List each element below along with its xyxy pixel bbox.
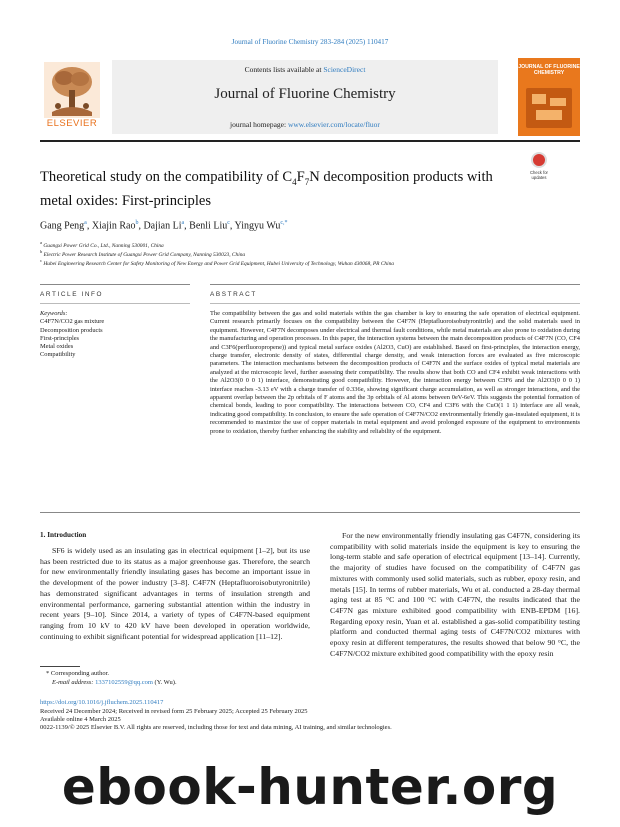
cover-title: JOURNAL OF FLUORINE CHEMISTRY: [518, 64, 580, 76]
abstract-rule: [210, 284, 580, 285]
doi-link[interactable]: https://doi.org/10.1016/j.jfluchem.2025.110417: [40, 699, 164, 706]
email-link[interactable]: 1337102559@qq.com: [95, 679, 153, 686]
affiliation: [40, 240, 580, 249]
footnote-rule: [40, 666, 80, 667]
author-name[interactable]: Yingyu Wu: [234, 220, 281, 232]
abstract-heading: ABSTRACT: [210, 291, 257, 298]
keyword-item: C4F7N/CO2 gas mixture: [40, 318, 105, 326]
contents-line: [112, 65, 498, 74]
author-marks[interactable]: a: [181, 220, 185, 226]
body-left-column: [40, 546, 310, 642]
abstract-text: The compatibility between the gas and solid materials within the gas chamber is key to ensuring the safe operation of electrical equipment. Current research primarily focuses on the compatibility between the C4F7N (Heptafluoroisobutyronitrile) and the solid materials used in equipment. However, C4F7N decomposes under electrical and thermal fault conditions, while metal materials are also prone to oxidation during the manufacturing and operation processes. In this paper, the interaction systems between the main decomposition products of C4F7N (CO, CF4 and C3F6(perfluoropropene)) and typical metal surface oxides (Al2O3, CuO) are established. Based on first-principles, the interaction energy, charge transfer, electronic density of states, differential charge density, and weak interaction forces are evaluated as five microscopic parameters. The interaction mechanisms between the decomposition products of C4F7N and the surface oxides of typical metal materials are analyzed at the microscopic level, further assessing their compatibility. The results show that both CO and CF4 exhibit weak interactions with the Al2O3(0 0 0 1) interface, demonstrating good compatibility. However, the interaction energy between C3F6 and the Al2O3(0 0 0 1) interface reaches -3.13 eV with a charge transfer of 0.336e, showing significant charge accumulation, as well as stronger interactions, and the apparent overlap between the 2p orbitals of F atoms and the 3p orbitals of Al atoms between 0eV-6eV. This suggests the potential formation of chemical bonds, leading to poor compatibility. The interactions between CO, CF4 and C3F6 with the CuO(1 1 1) interface are all weak, indicating good compatibility. In conclusion, to ensure the safe operation of C4F7N/CO2 environmentally friendly gas-insulated equipment, it is recommended to maximize the use of copper materials in metal equipment and avoid prolonged exposure of the equipment to environments prone to oxidation, thereby further enhancing the stability and reliability of the equipment.: [210, 310, 580, 435]
article-info-rule: [40, 284, 190, 285]
masthead-box: [112, 60, 498, 134]
author-name[interactable]: Xiajin Rao: [91, 220, 136, 232]
email-label: E-mail address:: [52, 679, 96, 686]
affiliation-mark: b: [40, 249, 43, 254]
homepage-line: [112, 120, 498, 129]
keyword-item: Decomposition products: [40, 326, 103, 334]
footnote-marker: *: [46, 670, 50, 677]
author-marks[interactable]: c,*: [280, 220, 288, 226]
copyright: 0022-1139/© 2025 Elsevier B.V. All rights are reserved, including those for text and data mining, AI training, and similar technologies.: [40, 724, 392, 731]
introduction-heading: 1. Introduction: [40, 531, 87, 539]
masthead: [40, 58, 580, 136]
homepage-prefix: journal homepage:: [230, 120, 288, 129]
contents-prefix: Contents lists available at: [244, 65, 324, 74]
abstract-end-rule: [40, 512, 580, 513]
check-updates-icon: [531, 152, 547, 168]
corresponding-author-label: Corresponding author.: [50, 670, 110, 677]
author-name[interactable]: Gang Peng: [40, 220, 85, 232]
received-dates: Received 24 December 2024; Received in revised form 25 February 2025; Accepted 25 February 2025: [40, 708, 308, 715]
article-info-subrule: [40, 303, 190, 304]
keywords-block: [40, 310, 190, 360]
affiliation-text: Hubei Engineering Research Center for Safety Monitoring of New Energy and Power Grid Equipment, Hubei University of Technology, Wuhan 430068, PR China: [43, 260, 395, 267]
author-marks[interactable]: a: [84, 220, 87, 226]
keyword-item: Metal oxides: [40, 343, 74, 351]
keyword-item: First-principles: [40, 334, 80, 342]
homepage-link[interactable]: www.elsevier.com/locate/fluor: [287, 120, 380, 129]
keywords-label: Keywords:: [40, 310, 68, 317]
header-rule: [40, 140, 580, 142]
article-info-heading: ARTICLE INFO: [40, 291, 104, 298]
author-marks[interactable]: c: [227, 220, 230, 226]
email-note: [40, 679, 352, 688]
elsevier-tree-icon: [44, 62, 100, 118]
email-suffix: (Y. Wu).: [152, 679, 177, 686]
author-list: Gang Peng$^a$, Xiajin Rao$^b$, Dajian Li$^a$, Benli Liu$^c$, Yingyu $Wu^{c,*}$: [40, 220, 288, 232]
corresponding-author-note: [40, 670, 340, 679]
author-marks[interactable]: b: [135, 220, 139, 226]
body-right-column: [330, 531, 580, 659]
affiliation-mark: c: [40, 258, 42, 263]
body-paragraph: SF6 is widely used as an insulating gas in electrical equipment [1–2], but its use has been restricted due to its status as a major greenhouse gas. Therefore, the search for new environmentally friendly insulating gases has become an important issue in the development of the power industry [3–8]. C4F7N (Heptafluoroisobutyronitrile) has demonstrated significant advantages in terms of insulation strength and environmental performance, garnering substantial attention within the industry in recent years [9–10]. Since 2014, a variety of types of C4F7N-based equipment ranging from 10 kV to 420 kV have been developed in operation worldwide, continuing to exhibit significant potential for widespread application [11–12].: [40, 546, 310, 641]
abstract-subrule: [210, 303, 580, 304]
sciencedirect-link[interactable]: ScienceDirect: [323, 65, 366, 74]
keyword-item: Compatibility: [40, 351, 76, 359]
available-online: Available online 4 March 2025: [40, 716, 121, 723]
check-updates-label: Check for updates: [530, 170, 548, 180]
author-name[interactable]: Dajian Li: [143, 220, 182, 232]
cover-art: [526, 88, 572, 128]
journal-cover: [518, 58, 580, 136]
affiliation-text: Guangxi Power Grid Co., Ltd., Nanning 530001, China: [43, 242, 164, 249]
affiliation: [40, 249, 580, 258]
affiliation-text: Electric Power Research Institute of Guangxi Power Grid Company, Nanning 530023, China: [43, 251, 246, 258]
watermark-text: ebook-hunter.org: [61, 758, 559, 816]
publisher-name: ELSEVIER: [46, 118, 98, 129]
affiliation-mark: a: [40, 240, 42, 245]
author-name[interactable]: Benli Liu: [189, 220, 228, 232]
elsevier-logo: [40, 62, 104, 134]
journal-title: Journal of Fluorine Chemistry: [214, 86, 396, 102]
article-title: Theoretical study on the compatibility of $C_4F_7N$ decomposition products with metal oxides: First-principles: [40, 169, 493, 209]
check-for-updates-badge[interactable]: [523, 152, 555, 188]
body-paragraph: For the new environmentally friendly insulating gas C4F7N, considering its compatibility with solid materials inside the equipment is key to ensuring the long-term stable and safe operation of electrical equipment [13–14]. Currently, the majority of studies have focused on the compatibility of C4F7N gas mixtures with commonly used solid materials, such as rubber, epoxy resin, and metals [15]. In terms of rubber materials, Wu et al. conducted a 28-day thermal aging test at 85 °C and 100 °C with C4F7N, the results indicated that the C4F7N gas mixture exhibited good compatibility with ENB-EPDM [16]. Regarding epoxy resin, Yuan et al. established a gas-solid compatibility testing platform and conducted thermal aging tests of C4F7N/CO2 mixtures with epoxy resin at different temperatures, the results showed that below 90 °C, the C4F7N/CO2 mixture exhibited good compatibility with the epoxy resin: [330, 531, 580, 658]
affiliation: [40, 258, 580, 267]
journal-reference[interactable]: Journal of Fluorine Chemistry 283-284 (2025) 110417: [231, 38, 389, 46]
